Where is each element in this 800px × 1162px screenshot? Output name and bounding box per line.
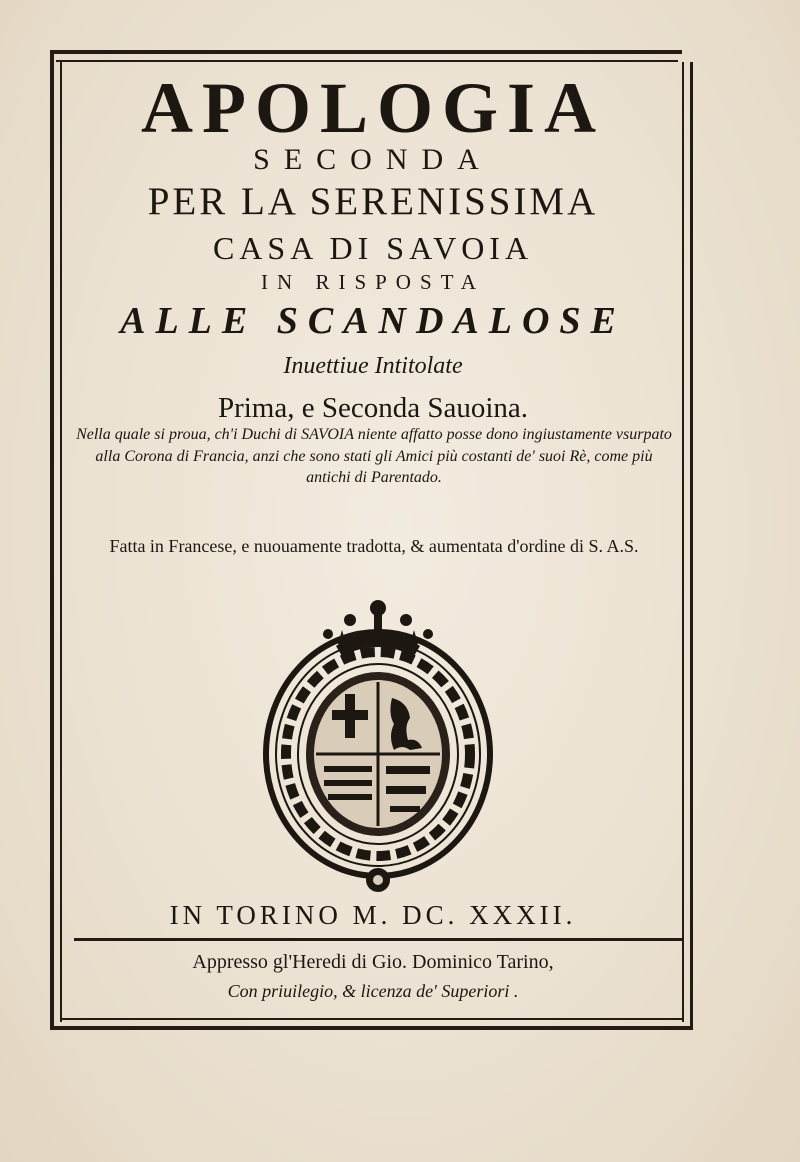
imprint-place-date: IN TORINO M. DC. XXXII. xyxy=(169,900,577,930)
border-rule-bottom-inner xyxy=(60,1018,684,1020)
border-rule-left xyxy=(50,50,54,1030)
title-line-5: IN RISPOSTA xyxy=(261,270,485,294)
imprint-privilege: Con priuilegio, & licenza de' Superiori . xyxy=(227,981,519,1001)
border-rule-left-inner xyxy=(60,60,62,1022)
border-rule-right xyxy=(690,62,693,1028)
border-rule-bottom xyxy=(50,1026,693,1030)
imprint-divider xyxy=(74,938,682,941)
translation-note: Fatta in Francese, e nuouamente tradotta, & aumentata d'ordine di S. A.S. xyxy=(109,536,639,556)
description-paragraph: Nella quale si proua, ch'i Duchi di SAVOIA niente affatto posse dono ingiustamente vsurpato alla Corona di Francia, anzi che sono stati gli Amici più costanti de' suoi Rè, come più antichi di Parentado. xyxy=(76,426,672,486)
title-line-4: CASA DI SAVOIA xyxy=(212,230,534,266)
border-rule-right-inner xyxy=(682,62,684,1022)
border-rule-top xyxy=(50,50,682,54)
coat-of-arms-emblem xyxy=(258,594,498,894)
title-line-7: Inuettiue Intitolate xyxy=(283,353,463,379)
imprint-printer: Appresso gl'Heredi di Gio. Dominico Tarino, xyxy=(192,951,554,973)
title-line-6: ALLE SCANDALOSE xyxy=(120,300,626,342)
border-rule-top-inner xyxy=(56,60,678,62)
title-line-2: SECONDA xyxy=(253,143,493,176)
title-line-8: Prima, e Seconda Sauoina. xyxy=(217,392,529,424)
main-title: APOLOGIA xyxy=(140,68,606,148)
title-line-3: PER LA SERENISSIMA xyxy=(147,180,599,223)
